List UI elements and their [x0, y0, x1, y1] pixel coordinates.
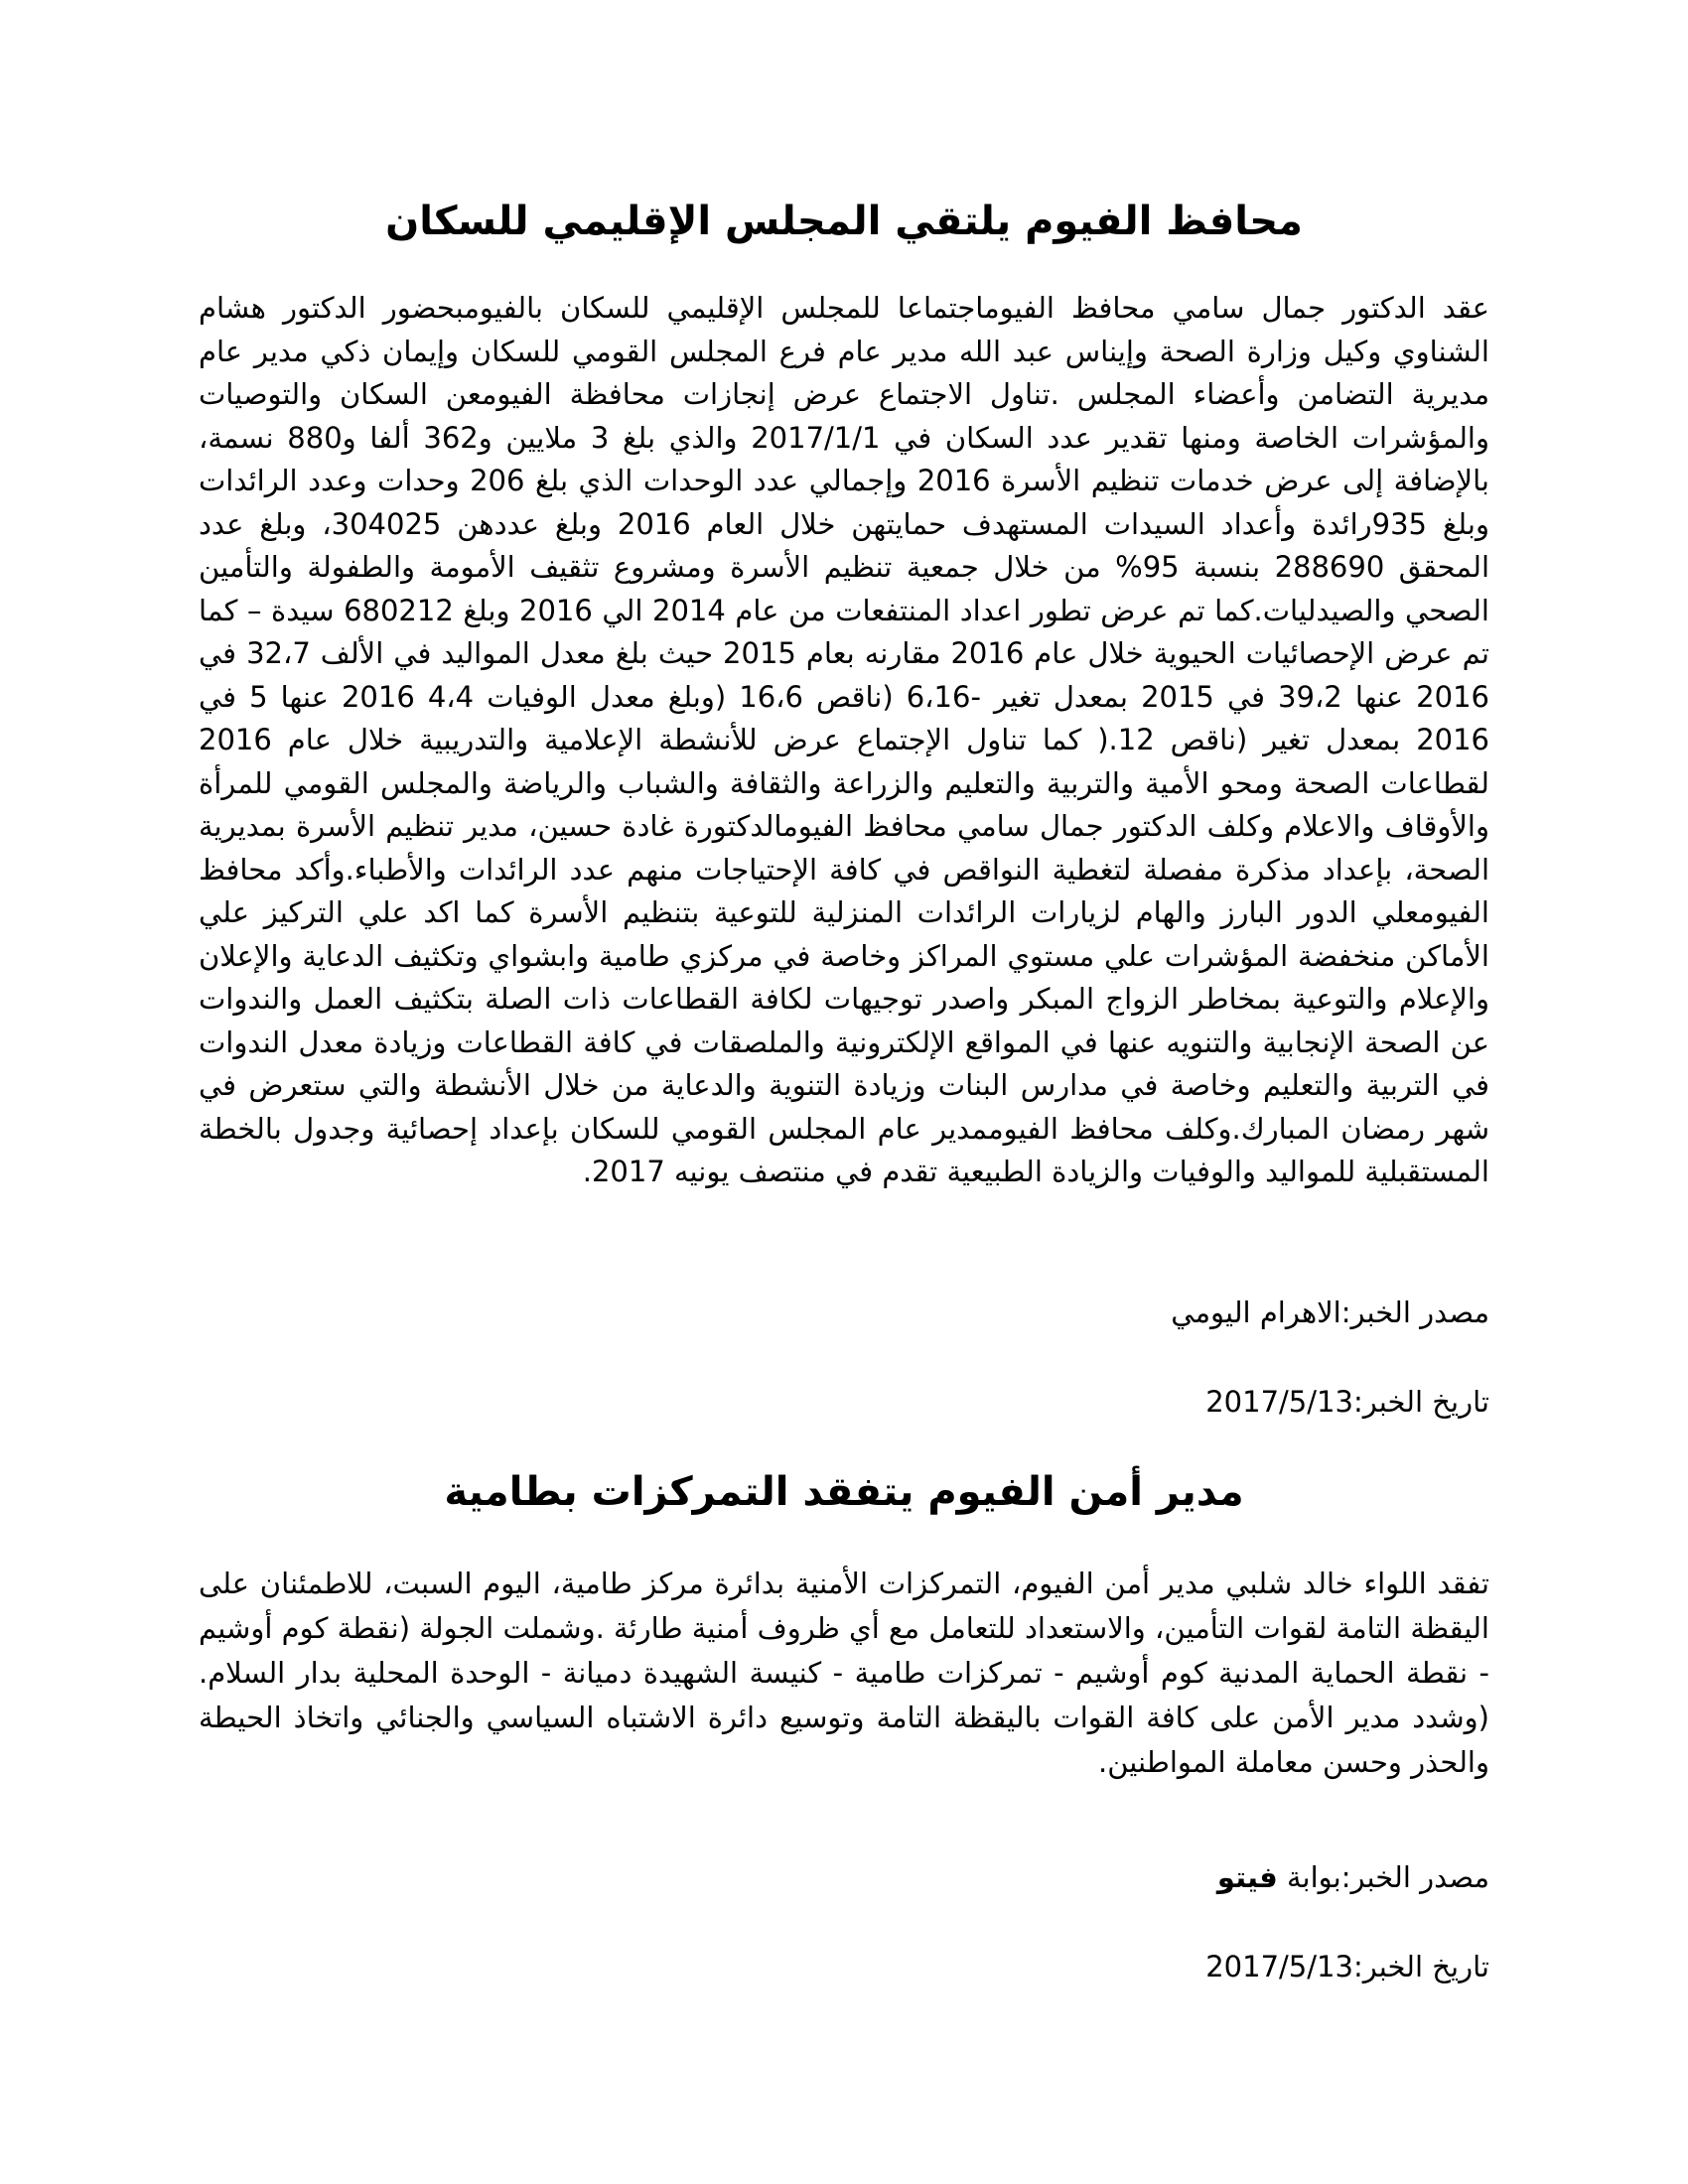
source-label: مصدر الخبر:	[1340, 1296, 1489, 1329]
article-2-source	[199, 1857, 1489, 1897]
article-2-body: تفقد اللواء خالد شلبي مدير أمن الفيوم، التمركزات الأمنية بدائرة مركز طامية، اليوم السبت، للاطمئنان على اليقظة التامة لقوات التأمين، والاستعداد للتعامل مع أي ظروف أمنية طارئة .وشملت الجولة (نقطة كوم أوشيم - نقطة الحماية المدنية كوم أوشيم - تمركزات طامية - كنيسة الشهيدة دميانة - الوحدة المحلية بدار السلام.(وشدد مدير الأمن على كافة القوات باليقظة التامة وتوسيع دائرة الاشتباه السياسي والجنائي واتخاذ الحيطة والحذر وحسن معاملة المواطنين.	[199, 1567, 1489, 1779]
article-1-date	[199, 1382, 1489, 1422]
date-value: 2017/5/13	[1205, 1950, 1353, 1983]
date-value: 2017/5/13	[1205, 1385, 1353, 1419]
article-2-title: مدير أمن الفيوم يتفقد التمركزات بطامية	[444, 1469, 1244, 1515]
article-2-date	[199, 1947, 1489, 1986]
source-value-bold: فيتو	[1216, 1860, 1278, 1894]
date-label: تاريخ الخبر:	[1352, 1385, 1489, 1419]
article-1-source	[199, 1293, 1489, 1332]
source-value-prefix: بوابة	[1277, 1860, 1341, 1894]
article-1-title: محافظ الفيوم يلتقي المجلس الإقليمي للسكان	[385, 199, 1303, 244]
source-label: مصدر الخبر:	[1340, 1860, 1489, 1894]
source-value: الاهرام اليومي	[1171, 1296, 1341, 1329]
date-label: تاريخ الخبر:	[1352, 1950, 1489, 1983]
article-1-body: عقد الدكتور جمال سامي محافظ الفيوماجتماعا للمجلس الإقليمي للسكان بالفيومبحضور الدكتور هشام الشناوي وكيل وزارة الصحة وإيناس عبد الله مدير عام فرع المجلس القومي للسكان وإيمان ذكي مدير عام مديرية التضامن وأعضاء المجلس .تناول الاجتماع عرض إنجازات محافظة الفيومعن السكان والتوصيات والمؤشرات الخاصة ومنها تقدير عدد السكان في 2017/1/1 والذي بلغ 3 ملايين و362 ألفا و880 نسمة، بالإضافة إلى عرض خدمات تنظيم الأسرة 2016 وإجمالي عدد الوحدات الذي بلغ 206 وحدات وعدد الرائدات وبلغ 935رائدة وأعداد السيدات المستهدف حمايتهن خلال العام 2016 وبلغ عددهن 304025، وبلغ عدد المحقق 288690 بنسبة 95% من خلال جمعية تنظيم الأسرة ومشروع تثقيف الأمومة والطفولة والتأمين الصحي والصيدليات.كما تم عرض تطور اعداد المنتفعات من عام 2014 الي 2016 وبلغ 680212 سيدة – كما تم عرض الإحصائيات الحيوية خلال عام 2016 مقارنه بعام 2015 حيث بلغ معدل المواليد في الألف 32،7 في 2016 عنها 39،2 في 2015 بمعدل تغير -6،16 (ناقص 16،6 (وبلغ معدل الوفيات 4،4 2016 عنها 5 في 2016 بمعدل تغير (ناقص 12.( كما تناول الإجتماع عرض للأنشطة الإعلامية والتدريبية خلال عام 2016 لقطاعات الصحة ومحو الأمية والتربية والتعليم والزراعة والثقافة والشباب والرياضة والمجلس القومي للمرأة والأوقاف والاعلام وكلف الدكتور جمال سامي محافظ الفيومالدكتورة غادة حسين، مدير تنظيم الأسرة بمديرية الصحة، بإعداد مذكرة مفصلة لتغطية النواقص في كافة الإحتياجات منهم عدد الرائدات والأطباء.وأكد محافظ الفيومعلي الدور البارز والهام لزيارات الرائدات المنزلية للتوعية بتنظيم الأسرة كما اكد علي التركيز علي الأماكن منخفضة المؤشرات علي مستوي المراكز وخاصة في مركزي طامية وابشواي وتكثيف الدعاية والإعلان والإعلام والتوعية بمخاطر الزواج المبكر واصدر توجيهات لكافة القطاعات ذات الصلة بتكثيف العمل والندوات عن الصحة الإنجابية والتنويه عنها في المواقع الإلكترونية والملصقات في كافة القطاعات وزيادة معدل الندوات في التربية والتعليم وخاصة في مدارس البنات وزيادة التنوية والدعاية من خلال الأنشطة والتي ستعرض في شهر رمضان المبارك.وكلف محافظ الفيوممدير عام المجلس القومي للسكان بإعداد إحصائية وجدول بالخطة المستقبلية للمواليد والوفيات والزيادة الطبيعية تقدم في منتصف يونيه 2017.	[199, 291, 1490, 1188]
